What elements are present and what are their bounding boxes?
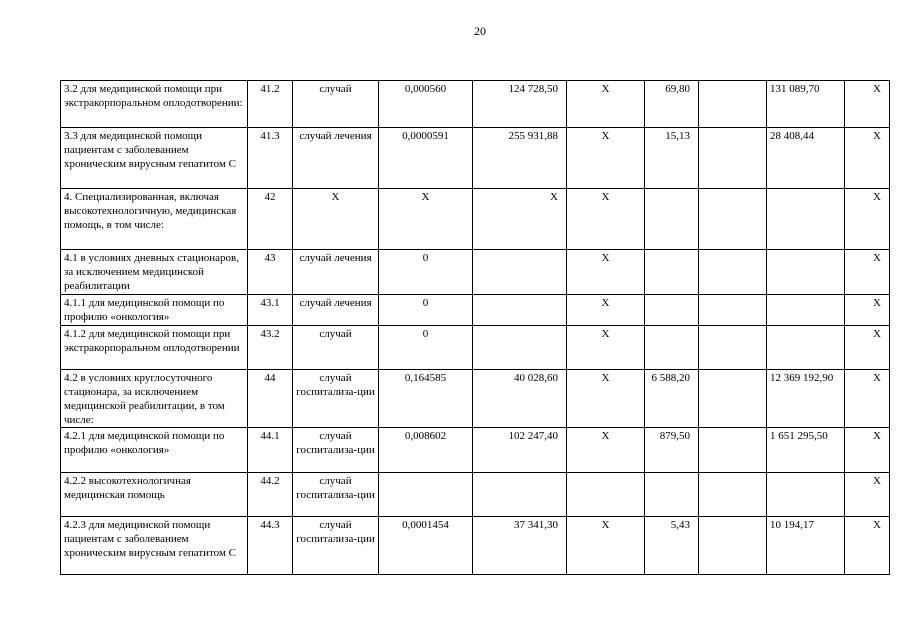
table-cell bbox=[699, 517, 767, 575]
table-cell: 0,164585 bbox=[379, 370, 473, 428]
table-cell: 41.3 bbox=[248, 128, 293, 189]
table-cell: 43 bbox=[248, 250, 293, 295]
table-cell bbox=[767, 326, 845, 370]
table-cell bbox=[645, 473, 699, 517]
table-cell: X bbox=[845, 517, 890, 575]
table-cell: 0,0001454 bbox=[379, 517, 473, 575]
data-table bbox=[60, 80, 890, 575]
table-cell: 0 bbox=[379, 295, 473, 326]
table-cell bbox=[473, 295, 567, 326]
table-cell bbox=[699, 473, 767, 517]
table-cell: 0,000560 bbox=[379, 81, 473, 128]
table-row bbox=[61, 128, 890, 189]
table-cell: 0 bbox=[379, 326, 473, 370]
table-cell: 44.2 bbox=[248, 473, 293, 517]
table-cell: 124 728,50 bbox=[473, 81, 567, 128]
table-cell: X bbox=[845, 326, 890, 370]
table-cell: 4.2 в условиях круглосуточного стационара, за исключением медицинской реабилитации, в том числе: bbox=[61, 370, 248, 428]
table-cell: 0 bbox=[379, 250, 473, 295]
table-cell bbox=[699, 326, 767, 370]
table-cell bbox=[379, 473, 473, 517]
table-cell: 42 bbox=[248, 189, 293, 250]
table-cell: 4.1.2 для медицинской помощи при экстракорпоральном оплодотворении bbox=[61, 326, 248, 370]
table-row bbox=[61, 81, 890, 128]
table-cell bbox=[645, 250, 699, 295]
table-cell bbox=[699, 81, 767, 128]
table-cell: случай госпитализа-ции bbox=[293, 517, 379, 575]
table-cell: 1 651 295,50 bbox=[767, 428, 845, 473]
table-cell: X bbox=[567, 128, 645, 189]
table-cell: X bbox=[567, 428, 645, 473]
table-cell: X bbox=[845, 428, 890, 473]
table-cell: 0,0000591 bbox=[379, 128, 473, 189]
table-cell: случай госпитализа-ции bbox=[293, 370, 379, 428]
table-cell: случай госпитализа-ции bbox=[293, 428, 379, 473]
table-cell: X bbox=[845, 81, 890, 128]
table-cell: случай bbox=[293, 326, 379, 370]
table-cell: 3.2 для медицинской помощи при экстракорпоральном оплодотворении: bbox=[61, 81, 248, 128]
table-cell: 44 bbox=[248, 370, 293, 428]
table-cell: X bbox=[473, 189, 567, 250]
table-cell: 12 369 192,90 bbox=[767, 370, 845, 428]
table-cell: X bbox=[567, 326, 645, 370]
table-row bbox=[61, 428, 890, 473]
table-cell bbox=[767, 250, 845, 295]
table-cell bbox=[473, 326, 567, 370]
table-cell: X bbox=[293, 189, 379, 250]
table-row bbox=[61, 370, 890, 428]
table-row bbox=[61, 295, 890, 326]
table-cell: 4.2.3 для медицинской помощи пациентам с заболеванием хроническим вирусным гепатитом С bbox=[61, 517, 248, 575]
table-cell: 102 247,40 bbox=[473, 428, 567, 473]
table-cell: случай лечения bbox=[293, 250, 379, 295]
table-row bbox=[61, 473, 890, 517]
table-cell: 4.2.2 высокотехнологичная медицинская помощь bbox=[61, 473, 248, 517]
table-cell: X bbox=[845, 189, 890, 250]
table-cell bbox=[473, 250, 567, 295]
table-cell: случай лечения bbox=[293, 295, 379, 326]
table-cell: X bbox=[567, 517, 645, 575]
table-cell bbox=[699, 128, 767, 189]
table-cell: X bbox=[845, 128, 890, 189]
table-cell: 131 089,70 bbox=[767, 81, 845, 128]
table-cell bbox=[699, 428, 767, 473]
table-cell: 15,13 bbox=[645, 128, 699, 189]
table-cell: X bbox=[845, 295, 890, 326]
table-cell bbox=[473, 473, 567, 517]
table-row bbox=[61, 326, 890, 370]
table-cell: случай лечения bbox=[293, 128, 379, 189]
table-cell: 44.1 bbox=[248, 428, 293, 473]
table-cell bbox=[767, 473, 845, 517]
table-cell: X bbox=[845, 370, 890, 428]
table-cell: X bbox=[845, 473, 890, 517]
table-cell bbox=[699, 370, 767, 428]
table-cell: 4.1.1 для медицинской помощи по профилю «онкология» bbox=[61, 295, 248, 326]
table-cell: 28 408,44 bbox=[767, 128, 845, 189]
table-cell: 5,43 bbox=[645, 517, 699, 575]
table-cell: случай госпитализа-ции bbox=[293, 473, 379, 517]
table-row bbox=[61, 250, 890, 295]
table-cell bbox=[699, 189, 767, 250]
table-cell: 4.1 в условиях дневных стационаров, за исключением медицинской реабилитации bbox=[61, 250, 248, 295]
table-cell: 43.1 bbox=[248, 295, 293, 326]
table-cell: 37 341,30 bbox=[473, 517, 567, 575]
table-cell: 4. Специализированная, включая высокотехнологичную, медицинская помощь, в том числе: bbox=[61, 189, 248, 250]
table-cell: X bbox=[845, 250, 890, 295]
table-cell: X bbox=[567, 295, 645, 326]
table-cell: 40 028,60 bbox=[473, 370, 567, 428]
table-cell: 10 194,17 bbox=[767, 517, 845, 575]
table-cell: 69,80 bbox=[645, 81, 699, 128]
table-row bbox=[61, 189, 890, 250]
table-cell: X bbox=[567, 81, 645, 128]
table-cell: 41.2 bbox=[248, 81, 293, 128]
table-cell: 3.3 для медицинской помощи пациентам с заболеванием хроническим вирусным гепатитом С bbox=[61, 128, 248, 189]
table-cell bbox=[645, 189, 699, 250]
table-cell: X bbox=[567, 370, 645, 428]
table-cell bbox=[767, 295, 845, 326]
table-row bbox=[61, 517, 890, 575]
table-cell bbox=[645, 295, 699, 326]
table-cell: 43.2 bbox=[248, 326, 293, 370]
table-cell: случай bbox=[293, 81, 379, 128]
table-cell bbox=[767, 189, 845, 250]
table-cell: 879,50 bbox=[645, 428, 699, 473]
table-cell bbox=[699, 250, 767, 295]
table-cell bbox=[699, 295, 767, 326]
table-cell: X bbox=[379, 189, 473, 250]
page-number: 20 bbox=[474, 24, 486, 38]
table-cell: 6 588,20 bbox=[645, 370, 699, 428]
table-cell bbox=[567, 473, 645, 517]
table-cell: 255 931,88 bbox=[473, 128, 567, 189]
table-cell: X bbox=[567, 189, 645, 250]
table-cell: 4.2.1 для медицинской помощи по профилю «онкология» bbox=[61, 428, 248, 473]
table-cell: 44.3 bbox=[248, 517, 293, 575]
table-cell: X bbox=[567, 250, 645, 295]
table-cell: 0,008602 bbox=[379, 428, 473, 473]
table-cell bbox=[645, 326, 699, 370]
